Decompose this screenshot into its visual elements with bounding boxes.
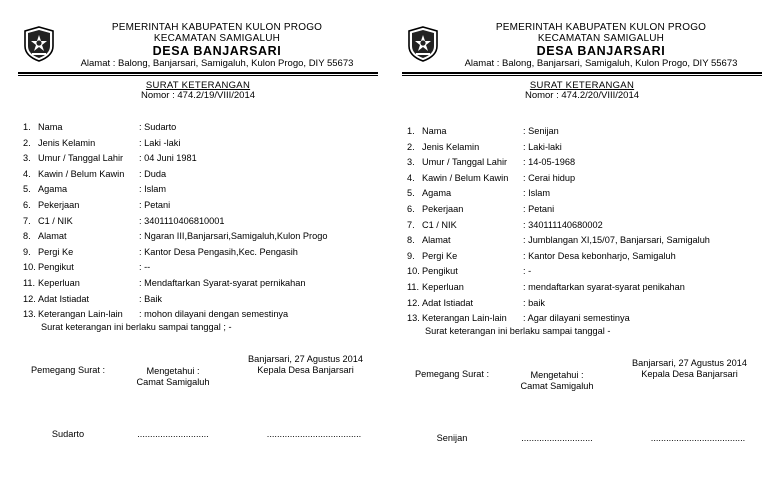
document-title: SURAT KETERANGAN — [145, 80, 251, 91]
row-number: 12. — [407, 297, 420, 308]
row-number: 3. — [407, 157, 415, 168]
row-label: Agama — [38, 184, 68, 195]
header-rule-thick — [18, 72, 378, 74]
acknowledgement-block — [118, 366, 228, 388]
letterhead-address: Alamat : Balong, Banjarsari, Samigaluh, Kulon Progo, DIY 55673 — [464, 58, 738, 69]
row-number: 2. — [23, 137, 31, 148]
row-label: Keperluan — [38, 277, 80, 288]
row-number: 1. — [23, 122, 31, 132]
detail-row — [18, 215, 378, 231]
row-number: 2. — [407, 141, 415, 152]
row-value: : Laki-laki — [523, 141, 562, 152]
document-number: Nomor : 474.2/20/VIII/2014 — [524, 90, 640, 101]
detail-row — [402, 125, 762, 141]
row-value: : Duda — [139, 168, 167, 179]
acknowledgement-block — [502, 370, 612, 392]
village-head-signature-blank: ..................................... — [266, 429, 362, 439]
row-value: : Kantor Desa kebonharjo, Samigaluh — [523, 250, 676, 261]
detail-row — [18, 293, 378, 309]
regency-emblem-icon — [407, 26, 439, 62]
validity-note: Surat keterangan ini berlaku sampai tanggal ; - — [41, 322, 232, 332]
row-label: Pengikut — [38, 262, 74, 273]
detail-row — [18, 137, 378, 153]
camat-signature-blank: ............................ — [137, 429, 209, 439]
row-label: Nama — [38, 122, 63, 132]
detail-row — [402, 156, 762, 172]
detail-row — [402, 297, 762, 313]
regency-emblem-icon — [23, 26, 55, 62]
header-rule-thin — [402, 75, 762, 76]
detail-row — [402, 141, 762, 157]
row-value: : Petani — [139, 199, 171, 210]
row-value: : Cerai hidup — [523, 172, 576, 183]
header-rule-thin — [18, 75, 378, 76]
letterhead-village: DESA BANJARSARI — [152, 44, 282, 58]
row-value: : Petani — [523, 203, 555, 214]
village-head-title: Kepala Desa Banjarsari — [641, 369, 738, 379]
document-title-block — [402, 81, 762, 101]
row-label: Adat Istiadat — [38, 293, 90, 304]
holder-label: Pemegang Surat : — [414, 369, 490, 379]
row-label: Umur / Tanggal Lahir — [422, 157, 508, 168]
detail-row — [18, 183, 378, 199]
document-title: SURAT KETERANGAN — [529, 80, 635, 91]
row-value: : Agar dilayani semestinya — [523, 313, 630, 324]
letterhead — [56, 22, 378, 69]
row-label: C1 / NIK — [38, 215, 73, 226]
detail-row — [18, 246, 378, 262]
village-head-signature-blank: ..................................... — [650, 433, 746, 443]
row-value: : -- — [139, 262, 151, 273]
letterhead-regency: PEMERINTAH KABUPATEN KULON PROGO — [111, 22, 323, 33]
acknowledgement-title: Camat Samigaluh — [136, 377, 210, 387]
detail-row — [18, 168, 378, 184]
row-label: Pekerjaan — [422, 203, 464, 214]
detail-row — [402, 281, 762, 297]
row-value: : Jumblangan XI,15/07, Banjarsari, Samigaluh — [523, 235, 710, 246]
village-head-block — [617, 358, 762, 380]
row-value: : Laki -laki — [139, 137, 181, 148]
row-number: 13. — [23, 309, 36, 320]
row-value: : 3401110406810001 — [139, 215, 225, 226]
row-label: Kawin / Belum Kawin — [422, 172, 509, 183]
letterhead-regency: PEMERINTAH KABUPATEN KULON PROGO — [495, 22, 707, 33]
letterhead-district: KECAMATAN SAMIGALUH — [153, 33, 281, 44]
row-label: Pekerjaan — [38, 199, 80, 210]
row-value: : - — [523, 266, 532, 277]
detail-row — [402, 187, 762, 203]
row-label: C1 / NIK — [422, 219, 457, 230]
letter-right — [402, 0, 762, 501]
row-label: Kawin / Belum Kawin — [38, 168, 125, 179]
letterhead-district: KECAMATAN SAMIGALUH — [537, 33, 665, 44]
row-value: : Islam — [139, 184, 167, 195]
detail-row — [402, 234, 762, 250]
row-number: 5. — [407, 188, 415, 199]
row-number: 8. — [23, 231, 31, 242]
row-label: Keperluan — [422, 281, 464, 292]
acknowledgement-label: Mengetahui : — [530, 370, 584, 380]
detail-row — [402, 250, 762, 266]
row-label: Umur / Tanggal Lahir — [38, 153, 124, 164]
row-number: 9. — [407, 250, 415, 261]
detail-row — [18, 152, 378, 168]
row-label: Adat Istiadat — [422, 297, 474, 308]
place-date: Banjarsari, 27 Agustus 2014 — [248, 354, 363, 364]
holder-label: Pemegang Surat : — [30, 365, 106, 375]
row-value: : baik — [523, 297, 545, 308]
row-label: Keterangan Lain-lain — [38, 309, 123, 320]
camat-signature-blank: ............................ — [521, 433, 593, 443]
document-number: Nomor : 474.2/19/VIII/2014 — [140, 90, 256, 101]
row-value: : Baik — [139, 293, 162, 304]
detail-row — [402, 265, 762, 281]
row-number: 8. — [407, 235, 415, 246]
detail-row — [402, 172, 762, 188]
acknowledgement-title: Camat Samigaluh — [520, 381, 594, 391]
row-value: : Sudarto — [139, 122, 177, 132]
detail-row — [402, 203, 762, 219]
row-number: 4. — [23, 168, 31, 179]
place-date: Banjarsari, 27 Agustus 2014 — [632, 358, 747, 368]
row-number: 10. — [23, 262, 36, 273]
row-number: 11. — [23, 277, 36, 288]
acknowledgement-label: Mengetahui : — [146, 366, 200, 376]
letter-left — [18, 0, 378, 501]
row-number: 4. — [407, 172, 415, 183]
row-label: Pergi Ke — [422, 250, 458, 261]
row-number: 10. — [407, 266, 420, 277]
row-label: Alamat — [38, 231, 67, 242]
row-number: 9. — [23, 246, 31, 257]
header-rule-thick — [402, 72, 762, 74]
village-head-block — [233, 354, 378, 376]
row-label: Jenis Kelamin — [422, 141, 480, 152]
row-value: : Ngaran III,Banjarsari,Samigaluh,Kulon Progo — [139, 231, 328, 242]
row-label: Pergi Ke — [38, 246, 74, 257]
village-head-title: Kepala Desa Banjarsari — [257, 365, 354, 375]
detail-list — [402, 125, 762, 328]
row-label: Keterangan Lain-lain — [422, 313, 507, 324]
row-value: : 14-05-1968 — [523, 157, 576, 168]
row-number: 13. — [407, 313, 420, 324]
row-number: 7. — [23, 215, 31, 226]
row-number: 11. — [407, 281, 420, 292]
detail-row — [18, 261, 378, 277]
detail-row — [18, 121, 378, 137]
detail-list — [18, 121, 378, 324]
row-number: 5. — [23, 184, 31, 195]
detail-row — [18, 230, 378, 246]
detail-row — [18, 199, 378, 215]
letterhead — [440, 22, 762, 69]
row-number: 12. — [23, 293, 36, 304]
row-number: 3. — [23, 153, 31, 164]
row-label: Nama — [422, 126, 447, 136]
holder-name: Sudarto — [51, 429, 85, 439]
row-number: 6. — [23, 199, 31, 210]
detail-row — [18, 277, 378, 293]
letterhead-address: Alamat : Balong, Banjarsari, Samigaluh, Kulon Progo, DIY 55673 — [80, 58, 354, 69]
holder-name: Senijan — [436, 433, 468, 443]
row-value: : Mendaftarkan Syarat-syarat pernikahan — [139, 277, 306, 288]
document-title-block — [18, 81, 378, 101]
row-label: Agama — [422, 188, 452, 199]
row-value: : Islam — [523, 188, 551, 199]
row-label: Alamat — [422, 235, 451, 246]
letterhead-village: DESA BANJARSARI — [536, 44, 666, 58]
row-value: : mohon dilayani dengan semestinya — [139, 309, 289, 320]
validity-note: Surat keterangan ini berlaku sampai tanggal - — [425, 326, 611, 336]
row-label: Jenis Kelamin — [38, 137, 96, 148]
row-label: Pengikut — [422, 266, 458, 277]
row-value: : Senijan — [523, 126, 559, 136]
row-value: : Kantor Desa Pengasih,Kec. Pengasih — [139, 246, 298, 257]
row-value: : 340111140680002 — [523, 219, 603, 230]
detail-row — [402, 219, 762, 235]
row-number: 6. — [407, 203, 415, 214]
row-number: 7. — [407, 219, 415, 230]
row-value: : 04 Juni 1981 — [139, 153, 197, 164]
row-value: : mendaftarkan syarat-syarat penikahan — [523, 281, 685, 292]
row-number: 1. — [407, 126, 415, 136]
